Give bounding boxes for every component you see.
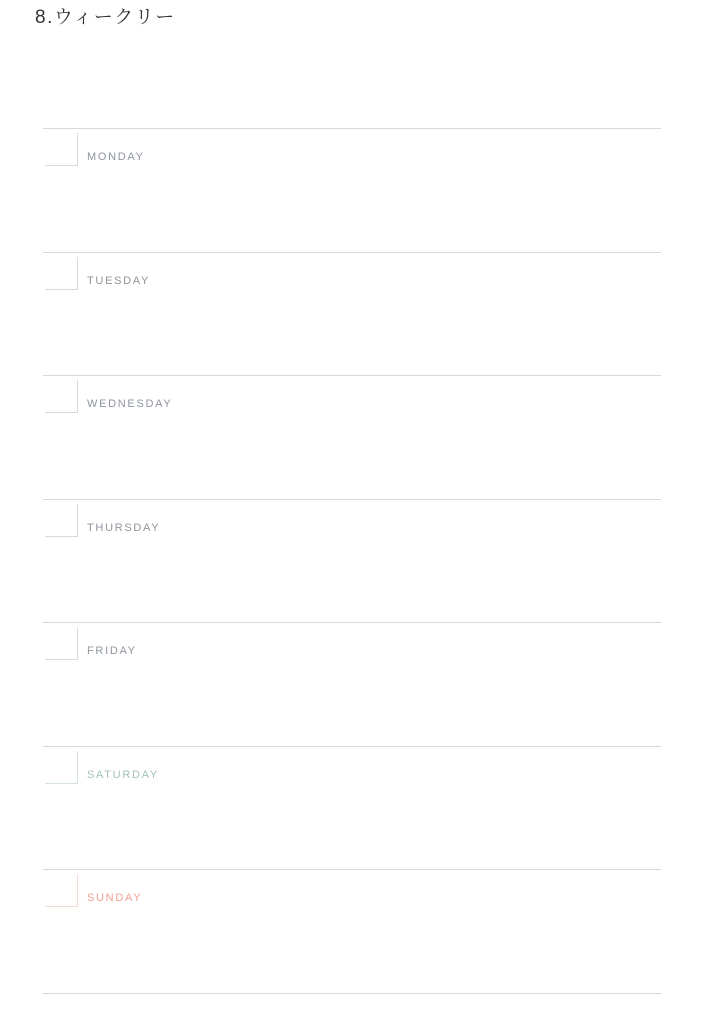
date-box	[45, 380, 78, 413]
day-row-monday	[43, 128, 661, 252]
day-row-wednesday	[43, 375, 661, 499]
date-box	[45, 504, 78, 537]
date-box	[45, 133, 78, 166]
day-row-friday	[43, 622, 661, 746]
day-label: WEDNESDAY	[87, 398, 173, 410]
day-label: MONDAY	[87, 151, 145, 163]
day-row-header	[43, 870, 661, 908]
day-row-header	[43, 253, 661, 291]
day-row-header	[43, 129, 661, 167]
bottom-rule	[43, 993, 661, 994]
day-row-header	[43, 500, 661, 538]
day-row-header	[43, 376, 661, 414]
date-box	[45, 257, 78, 290]
day-row-tuesday	[43, 252, 661, 376]
page-title: 8.ウィークリー	[35, 7, 176, 28]
week-grid	[43, 128, 661, 994]
day-label: THURSDAY	[87, 521, 161, 534]
day-row-header	[43, 623, 661, 661]
day-row-saturday	[43, 746, 661, 870]
day-label: TUESDAY	[87, 274, 151, 287]
day-label: SATURDAY	[87, 768, 159, 781]
day-row-thursday	[43, 499, 661, 623]
date-box	[45, 751, 78, 784]
day-label: SUNDAY	[87, 892, 143, 904]
day-label: FRIDAY	[87, 645, 137, 657]
date-box	[45, 874, 78, 907]
day-row-sunday	[43, 869, 661, 993]
date-box	[45, 627, 78, 660]
day-row-header	[43, 747, 661, 785]
